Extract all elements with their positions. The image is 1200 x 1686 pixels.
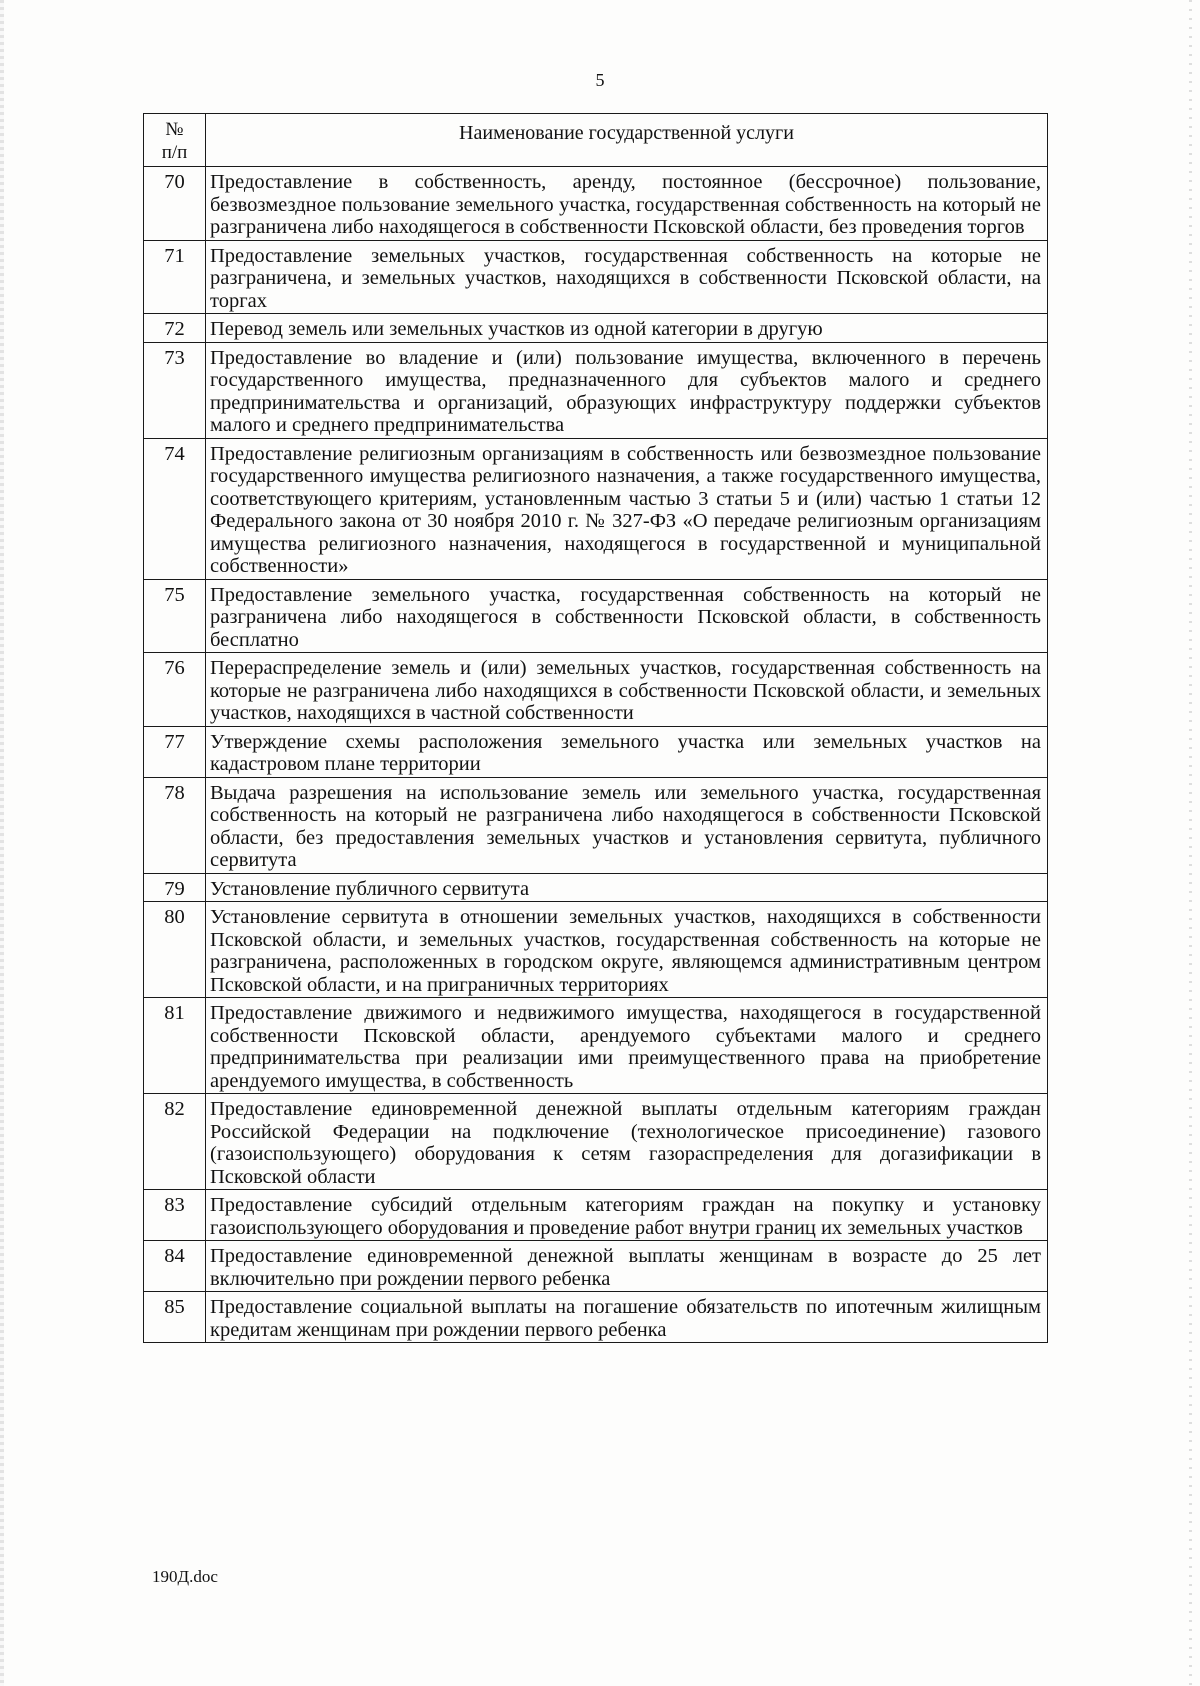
- service-name-cell: Предоставление религиозным организациям в собственность или безвозмездное пользование государственного имущества религиозного назначения, а также государственного имущества, соответствующего критериям, установленным частью 3 статьи 5 и (или) частью 1 статьи 12 Федерального закона от 30 ноября 2010 г. № 327-ФЗ «О передаче религиозным организациям имущества религиозного назначения, находящегося в государственной и муниципальной собственности»: [206, 438, 1048, 579]
- row-number-cell: 79: [144, 873, 206, 902]
- table-row: [144, 579, 1048, 653]
- table-row: [144, 314, 1048, 343]
- service-name-cell: Установление сервитута в отношении земельных участков, находящихся в собственности Псковской области, и земельных участков, государственная собственность на которые не разграничена, расположенных в городском округе, являющемся административным центром Псковской области, и на приграничных территориях: [206, 902, 1048, 998]
- service-name-cell: Предоставление движимого и недвижимого имущества, находящегося в государственной собственности Псковской области, арендуемого субъектами малого и среднего предпринимательства при реализации ими преимущественного права на приобретение арендуемого имущества, в собственность: [206, 998, 1048, 1094]
- table-row: [144, 873, 1048, 902]
- service-name-cell: Предоставление социальной выплаты на погашение обязательств по ипотечным жилищным кредитам женщинам при рождении первого ребенка: [206, 1292, 1048, 1343]
- table-row: [144, 1241, 1048, 1292]
- table-row: [144, 1190, 1048, 1241]
- services-table: [143, 113, 1048, 1343]
- scan-edge-left: [0, 0, 4, 1686]
- service-name-cell: Установление публичного сервитута: [206, 873, 1048, 902]
- table-row: [144, 167, 1048, 241]
- table-row: [144, 1094, 1048, 1190]
- column-header-number: [144, 114, 206, 167]
- row-number-cell: 76: [144, 653, 206, 727]
- column-header-number-line2: п/п: [161, 142, 188, 163]
- service-name-cell: Утверждение схемы расположения земельного участка или земельных участков на кадастровом плане территории: [206, 726, 1048, 777]
- service-name-cell: Перераспределение земель и (или) земельных участков, государственная собственность на которые не разграничена либо находящихся в собственности Псковской области, и земельных участков, находящихся в частной собственности: [206, 653, 1048, 727]
- table-row: [144, 653, 1048, 727]
- table-row: [144, 438, 1048, 579]
- row-number-cell: 82: [144, 1094, 206, 1190]
- row-number-cell: 75: [144, 579, 206, 653]
- table-row: [144, 777, 1048, 873]
- row-number-cell: 71: [144, 240, 206, 314]
- service-name-cell: Предоставление в собственность, аренду, постоянное (бессрочное) пользование, безвозмездное пользование земельного участка, государственная собственность на который не разграничена либо находящегося в собственности Псковской области, без проведения торгов: [206, 167, 1048, 241]
- table-row: [144, 240, 1048, 314]
- service-name-cell: Выдача разрешения на использование земель или земельного участка, государственная собственность на который не разграничена либо находящегося в собственности Псковской области, без предоставления земельных участков и установления сервитута, публичного сервитута: [206, 777, 1048, 873]
- row-number-cell: 84: [144, 1241, 206, 1292]
- table-row: [144, 902, 1048, 998]
- table-row: [144, 726, 1048, 777]
- service-name-cell: Предоставление единовременной денежной выплаты женщинам в возрасте до 25 лет включительно при рождении первого ребенка: [206, 1241, 1048, 1292]
- service-name-cell: Предоставление во владение и (или) пользование имущества, включенного в перечень государственного имущества, предназначенного для субъектов малого и среднего предпринимательства и организаций, образующих инфраструктуру поддержки субъектов малого и среднего предпринимательства: [206, 342, 1048, 438]
- table-row: [144, 342, 1048, 438]
- row-number-cell: 70: [144, 167, 206, 241]
- row-number-cell: 73: [144, 342, 206, 438]
- table-row: [144, 998, 1048, 1094]
- footer-filename: 190Д.doc: [152, 1567, 218, 1586]
- row-number-cell: 72: [144, 314, 206, 343]
- row-number-cell: 83: [144, 1190, 206, 1241]
- table-body: [144, 167, 1048, 1343]
- row-number-cell: 77: [144, 726, 206, 777]
- service-name-cell: Предоставление единовременной денежной выплаты отдельным категориям граждан Российской Федерации на подключение (технологическое присоединение) газового (газоиспользующего) оборудования к сетям газораспределения для догазификации в Псковской области: [206, 1094, 1048, 1190]
- row-number-cell: 78: [144, 777, 206, 873]
- column-header-service-name: Наименование государственной услуги: [206, 114, 1048, 167]
- table-row: [144, 1292, 1048, 1343]
- table-header-row: [144, 114, 1048, 167]
- row-number-cell: 80: [144, 902, 206, 998]
- service-name-cell: Предоставление земельного участка, государственная собственность на который не разграничена либо находящегося в собственности Псковской области, в собственность бесплатно: [206, 579, 1048, 653]
- service-name-cell: Предоставление субсидий отдельным категориям граждан на покупку и установку газоиспользующего оборудования и проведение работ внутри границ их земельных участков: [206, 1190, 1048, 1241]
- row-number-cell: 74: [144, 438, 206, 579]
- page-number: 5: [595, 70, 605, 90]
- scan-edge-right: [1189, 0, 1192, 1686]
- service-name-cell: Предоставление земельных участков, государственная собственность на которые не разграничена, и земельных участков, находящихся в собственности Псковской области, на торгах: [206, 240, 1048, 314]
- row-number-cell: 85: [144, 1292, 206, 1343]
- service-name-cell: Перевод земель или земельных участков из одной категории в другую: [206, 314, 1048, 343]
- column-header-number-line1: №: [165, 119, 184, 140]
- row-number-cell: 81: [144, 998, 206, 1094]
